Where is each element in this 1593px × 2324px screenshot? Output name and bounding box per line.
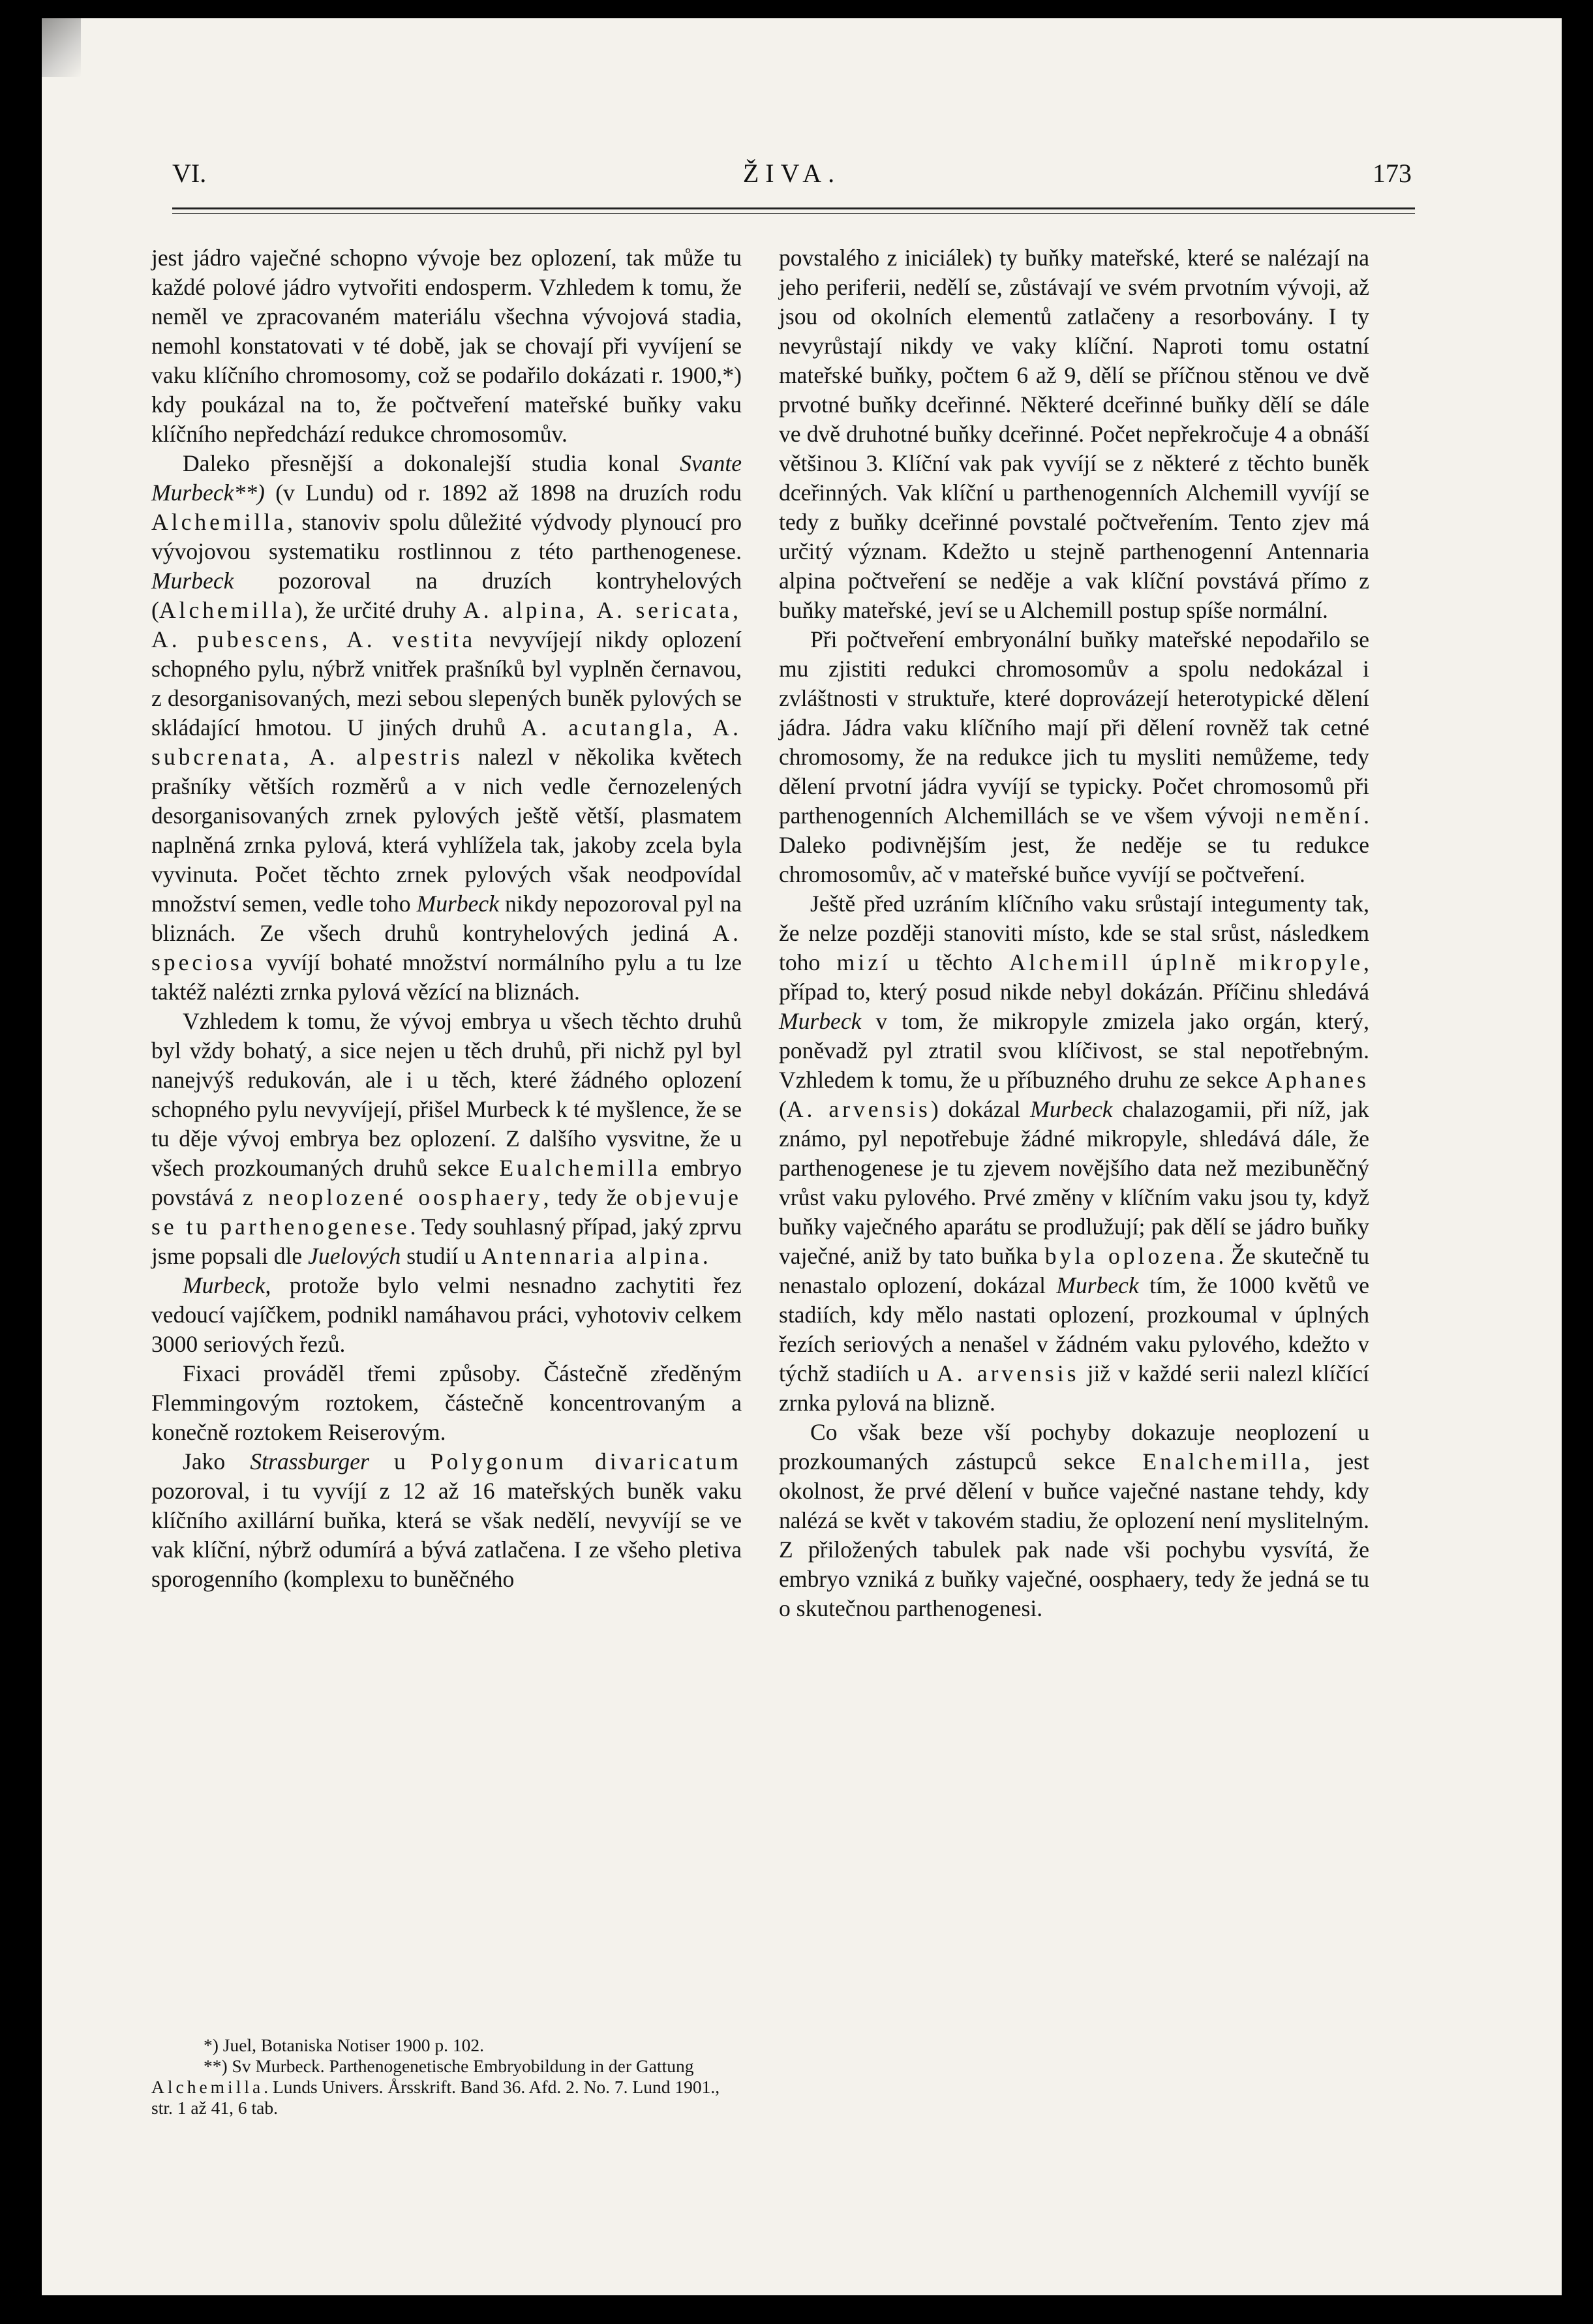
paragraph: Ještě před uzráním klíčního vaku srůstají integumenty tak, že nelze později stanoviti místo, kde se stal srůst, následkem toho mizí u těchto Alchemill úplně mikropyle, případ to, který posud nikde nebyl dokázán. Příčinu shledává Murbeck v tom, že mikropyle zmizela jako orgán, který, poněvadž pyl ztratil svou klíčivost, se stal nepotřebným. Vzhledem k tomu, že u příbuzného druhu ze sekce Aphanes (A. arvensis) dokázal Murbeck chalazogamii, při níž, jak známo, pyl nepotřebuje žádné mikropyle, shledává dále, že parthenogenese je tu zjevem novějšího data než mezibuněčný vrůst vaku pylového. Prvé změny v klíčním vaku jsou ty, když buňky vaječného aparátu se prodlužují; pak dělí se jádro buňky vaječné, aniž by tato buňka byla oplozena. Že skutečně tu nenastalo oplození, dokázal Murbeck tím, že 1000 květů ve stadiích, kdy mělo nastati oplození, prozkoumal v úplných řezích seriových a nenašel v žádném vaku pylového, kdežto v týchž stadiích u A. arvensis již v každé serii nalezl klíčící zrnka pylová na blizně. — [779, 891, 1369, 1416]
paragraph: jest jádro vaječné schopno vývoje bez oplození, tak může tu každé polové jádro vytvořiti endosperm. Vzhledem k tomu, že neměl ve zpracovaném materiálu všechna vývojová stadia, nemohl konstatovati v té době, jak se chovají při vyvíjení se vaku klíčního chromosomy, což se podařilo dokázati r. 1900,*) kdy poukázal na to, že počtveření mateřské buňky vaku klíčního nepředchází redukce chromosomův. — [151, 245, 742, 447]
scanned-page — [42, 18, 1562, 2295]
page-number: 173 — [1373, 159, 1412, 188]
page-header — [172, 149, 1412, 194]
paragraph: Jako Strassburger u Polygonum divaricatum pozoroval, i tu vyvíjí z 12 až 16 mateřských buněk vaku klíčního axillární buňka, která se však nedělí, nevyvíjí se ve vak klíční, nýbrž odumírá a bývá zatlačena. I ze všeho pletiva sporogenního (komplexu to buněčného — [151, 1448, 742, 1592]
volume-number: VI. — [172, 159, 207, 188]
paragraph: povstalého z iniciálek) ty buňky mateřské, které se nalézají na jeho periferii, nedělí se, zůstávají ve svém prvotním vývoji, až jsou od okolních elementů zatlačeny a resorbovány. I ty nevyrůstají nikdy ve vaky klíční. Naproti tomu ostatní mateřské buňky, počtem 6 až 9, dělí se příčnou stěnou ve dvě prvotné buňky dceřinné. Některé dceřinné buňky dělí se dále ve dvě druhotné buňky dceřinné. Počet nepřekročuje 4 a obnáší většinou 3. Klíční vak pak vyvíjí se z některé z těchto buněk dceřinných. Vak klíční u parthenogenních Alchemill vyvíjí se tedy z buňky dceřinné povstalé počtveřením. Tento zjev má určitý význam. Kdežto u stejně parthenogenní Antennaria alpina počtveření se neděje a vak klíční povstává přímo z buňky mateřské, jeví se u Alchemill postup spíše normální. — [779, 245, 1369, 623]
paragraph: Co však beze vší pochyby dokazuje neoplození u prozkoumaných zástupců sekce Enalchemilla, jest okolnost, že prvé dělení v buňce vaječné nastane tehdy, kdy nalézá se květ v takovém stadiu, že oplození není myslitelným. Z přiložených tabulek pak nade vši pochybu vysvítá, že embryo vzniká z buňky vaječné, oosphaery, tedy že jedná se tu o skutečnou parthenogenesi. — [779, 1419, 1369, 1621]
left-column — [151, 243, 742, 1594]
header-rule — [172, 207, 1415, 214]
paragraph: Daleko přesnější a dokonalejší studia konal Svante Murbeck**) (v Lundu) od r. 1892 až 1898 na druzích rodu Alchemilla, stanoviv spolu důležité výdvody plynoucí pro vývojovou systematiku rostlinnou z této parthenogenese. Murbeck pozoroval na druzích kontryhelových (Alchemilla), že určité druhy A. alpina, A. sericata, A. pubescens, A. vestita nevyvíjejí nikdy oplození schopného pylu, nýbrž vnitřek prašníků byl vyplněn černavou, z desorganisovaných, mezi sebou slepených buněk pylových se skládající hmotou. U jiných druhů A. acutangla, A. subcrenata, A. alpestris nalezl v několika květech prašníky větších rozměrů a v nich vedle černozelených desorganisovaných zrnek pylových ještě větší, plasmatem naplněná zrnka pylová, která vyhlížela tak, jakoby zcela byla vyvinuta. Počet těchto zrnek pylových však neodpovídal množství semen, vedle toho Murbeck nikdy nepozoroval pyl na bliznách. Ze všech druhů kontryhelových jediná A. speciosa vyvíjí bohaté množství normálního pylu a tu lze taktéž nalézti zrnka pylová vězící na bliznách. — [151, 450, 742, 1005]
footnote: *) Juel, Botaniska Notiser 1900 p. 102. — [204, 2035, 485, 2055]
journal-title: ŽIVA. — [742, 159, 842, 188]
paragraph: Vzhledem k tomu, že vývoj embrya u všech těchto druhů byl vždy bohatý, a sice nejen u těch druhů, při nichž pyl byl nanejvýš redukován, ale i u těch, které žádného oplození schopného pylu nevyvíjejí, přišel Murbeck k té myšlence, že se tu děje vývoj embrya bez oplození. Z dalšího vysvitne, že u všech prozkoumaných druhů sekce Eualchemilla embryo povstává z neoplozené oosphaery, tedy že objevuje se tu parthenogenese. Tedy souhlasný případ, jaký zprvu jsme popsali dle Juelových studií u Antennaria alpina. — [151, 1008, 742, 1269]
paragraph: Fixaci prováděl třemi způsoby. Částečně zředěným Flemmingovým roztokem, částečně koncentrovaným a konečně roztokem Reiserovým. — [151, 1360, 742, 1445]
footnote: **) Sv Murbeck. Parthenogenetische Embryobildung in der Gattung Alchemilla. Lunds Univers. Årsskrift. Band 36. Afd. 2. No. 7. Lund 1901., str. 1 až 41, 6 tab. — [151, 2056, 720, 2118]
paragraph: Při počtveření embryonální buňky mateřské nepodařilo se mu zjistiti redukci chromosomův a spolu nedokázal i zvláštnosti v struktuře, které doprovázejí heterotypické dělení jádra. Jádra vaku klíčního mají při dělení rovněž tak cetné chromosomy, že na redukce jich tu mysliti nemůžeme, tedy dělení prvotní jádra vyvíjí se typicky. Počet chromosomů při parthenogenních Alchemillách se ve všem vývoji nemění. Daleko podivnějším jest, že neděje se tu redukce chromosomův, ač v mateřské buňce vyvíjí se počtveření. — [779, 626, 1369, 887]
right-column — [779, 243, 1369, 1623]
footnotes — [151, 2034, 742, 2118]
author-name: Svante Murbeck**) — [151, 450, 742, 506]
paragraph: Murbeck, protože bylo velmi nesnadno zachytiti řez vedoucí vajíčkem, podnikl namáhavou práci, vyhotoviv celkem 3000 seriových řezů. — [151, 1272, 742, 1357]
